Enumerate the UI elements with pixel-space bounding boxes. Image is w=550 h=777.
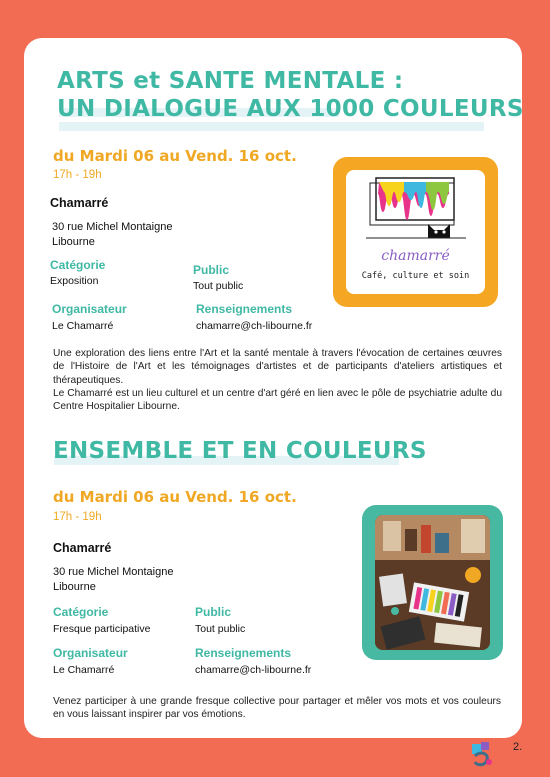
event1-organizer-label: Organisateur [52, 302, 127, 316]
paint-drip-cat-icon [346, 170, 485, 250]
chamarre-logo-frame [333, 157, 498, 307]
event1-category-label: Catégorie [50, 258, 106, 272]
event2-time: 17h - 19h [53, 511, 102, 523]
hospital-logo-icon [469, 738, 497, 770]
event1-time: 17h - 19h [53, 169, 102, 181]
event2-public-label: Public [195, 605, 232, 619]
event1-description-p2: Le Chamarré est un lieu culturel et un centre d'art géré en lien avec le pôle de psychiatrie adulte du Centre Hospitalier Libourne. [53, 387, 502, 413]
art-supplies-photo [375, 515, 490, 650]
event1-info-value[interactable]: chamarre@ch-libourne.fr [196, 320, 313, 332]
event2-info-label: Renseignements [195, 646, 292, 660]
event2-title: ENSEMBLE ET EN COULEURS [53, 438, 427, 464]
event1-title-line2: UN DIALOGUE AUX 1000 COULEURS [57, 96, 524, 122]
event2-organizer-label: Organisateur [53, 646, 128, 660]
event1-date: du Mardi 06 au Vend. 16 oct. [53, 147, 297, 165]
event1-description [53, 347, 502, 413]
event1-category-value: Exposition [50, 275, 99, 287]
event2-organizer-value: Le Chamarré [53, 664, 115, 676]
art-supplies-photo-frame [362, 505, 503, 660]
event1-address-line1: 30 rue Michel Montaigne [52, 221, 173, 233]
event2-info-value[interactable]: chamarre@ch-libourne.fr [195, 664, 312, 676]
event2-category-value: Fresque participative [53, 623, 151, 635]
event1-address-line2: Libourne [52, 236, 95, 248]
content-card [24, 38, 522, 738]
event2-address-line1: 30 rue Michel Montaigne [53, 566, 174, 578]
event2-category-label: Catégorie [53, 605, 109, 619]
logo-tagline: Café, culture et soin [361, 271, 470, 281]
logo-name: chamarré [381, 248, 450, 264]
event1-title-line1: ARTS et SANTE MENTALE : [57, 68, 404, 94]
event1-organizer-value: Le Chamarré [52, 320, 114, 332]
event1-venue: Chamarré [50, 196, 109, 210]
event1-info-label: Renseignements [196, 302, 293, 316]
event2-venue: Chamarré [53, 541, 112, 555]
event2-public-value: Tout public [195, 623, 246, 635]
event2-date: du Mardi 06 au Vend. 16 oct. [53, 488, 297, 506]
chamarre-logo [346, 170, 485, 294]
page-number: 2. [513, 741, 523, 753]
title-highlight [59, 122, 484, 131]
event2-address-line2: Libourne [53, 581, 96, 593]
art-supplies-image [375, 515, 490, 650]
event1-public-label: Public [193, 263, 230, 277]
event2-description: Venez participer à une grande fresque collective pour partager et mêler vos mots et vos couleurs en vous laissant inspirer par vos émotions. [53, 696, 501, 721]
event1-public-value: Tout public [193, 280, 244, 292]
event1-description-p1: Une exploration des liens entre l'Art et la santé mentale à travers l'évocation de certaines œuvres de l'Histoire de l'Art et les témoignages d'artistes et de participants d'ateliers artistiques et thérapeutiques. [53, 348, 502, 386]
